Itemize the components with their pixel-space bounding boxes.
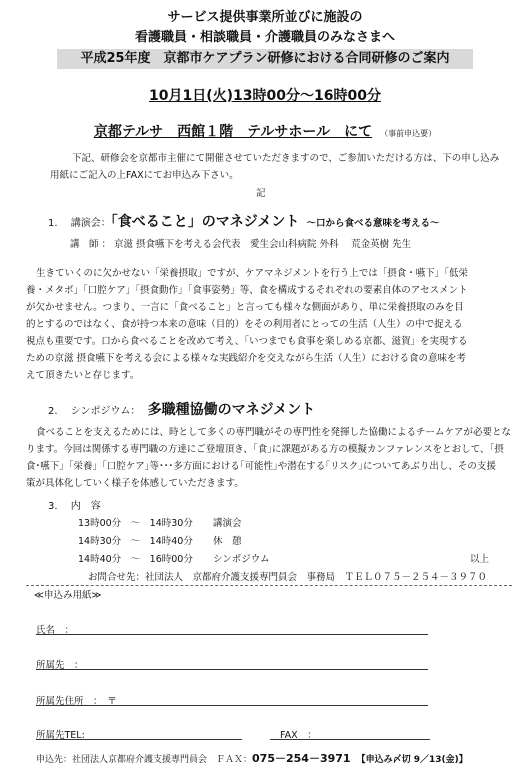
schedule-time: 14時40分 ～ 16時00分: [78, 554, 193, 565]
address-label: 所属先住所 ： 〒: [36, 696, 117, 707]
lecture-body-line: 生きていくのに欠かせない「栄養摂取」ですが、ケアマネジメントを行う上では「摂食・嚥下」「低栄: [36, 268, 468, 279]
page-title: 平成25年度 京都市ケアプラン研修における合同研修のご案内: [57, 49, 473, 69]
schedule-item: 講演会: [213, 518, 242, 529]
symposium-body-line: 食･嚥下｣「栄養」｢口腔ケア｣等･･･多方面における｢可能性｣や潜在する｢リスク｣についてあぶり出し、その支援: [26, 461, 496, 472]
intro-line-2: 用紙にご記入の上FAXにてお申込み下さい。: [50, 170, 239, 181]
tel-label: 所属先TEL:: [36, 730, 85, 741]
name-label: 氏名 ：: [36, 625, 75, 636]
contact-info: お問合せ先：社団法人 京都府介護支援専門員会 事務局 ＴＥＬ０７５－２５４－３９７０: [88, 572, 488, 583]
footer-prefix: 申込先：社団法人京都府介護支援専門員会 ＦＡＸ：: [36, 755, 253, 765]
lecture-title: 「食べること」のマネジメント: [110, 214, 300, 230]
schedule-time: 13時00分 ～ 14時30分: [78, 518, 193, 529]
event-datetime: 10月1日(火)13時00分～16時00分: [149, 88, 381, 104]
lecture-body: [26, 265, 512, 384]
schedule-time: 14時30分 ～ 14時40分: [78, 536, 193, 547]
symposium-body-line: 策が具体化していく様子を体感していただきます。: [26, 478, 244, 489]
symposium-heading: [48, 399, 315, 419]
tel-field[interactable]: [36, 738, 242, 740]
event-venue: 京都テルサ 西館１階 テルサホール にて: [93, 124, 373, 140]
symposium-body-line: ります。今回は関係する専門職の方達にご登壇頂き、｢食｣に課題がある方の模擬カンファレンスをとおして、｢摂: [26, 444, 504, 455]
footer-fax: 075－254－3971: [252, 752, 351, 765]
venue-line: [0, 121, 530, 141]
ki-mark: 記: [256, 188, 266, 199]
lecture-body-line: 的とするのではなく、食が持つ本来の意味（目的）をその利用者にとっての生活（人生）の中で捉える: [26, 319, 463, 330]
intro-line-1: 下記、研修会を京都市主催にて開催させていただきますので、ご参加いただける方は、下の申し込み: [72, 153, 500, 164]
name-field[interactable]: [36, 633, 428, 635]
contents-label: 内 容: [70, 501, 101, 512]
symposium-body-line: 食べることを支えるためには、時として多くの専門職がその専門性を発揮した協働によるチームケアが必要とな: [36, 427, 512, 438]
contents-heading: [48, 497, 101, 512]
org-field[interactable]: [36, 668, 428, 670]
lecture-subtitle: ～口から食べる意味を考える～: [306, 218, 440, 229]
address-field[interactable]: [36, 704, 428, 706]
footer-deadline: 【申込み〆切 9／13(金)】: [356, 755, 468, 765]
lecture-body-line: が欠かせません。つまり、一言に「食べること」と言っても様々な側面があり、単に栄養摂取のみを目: [26, 302, 464, 313]
symposium-number: 2.: [48, 406, 58, 417]
schedule-item: シンポジウム: [213, 554, 270, 565]
venue-note: （事前申込要）: [380, 129, 437, 138]
symposium-body: [26, 424, 512, 492]
header-line-2: 看護職員・相談職員・介護職員のみなさまへ: [134, 30, 395, 45]
schedule-item: 休 憩: [213, 536, 242, 547]
lecture-speaker: 講 師 ： 京滋 摂食嚥下を考える会代表 愛生会山科病院 外科 荒金英樹 先生: [70, 239, 412, 250]
section-divider: [26, 585, 512, 586]
lecture-body-line: 視点も重要です。口から食べることを改めて考え、「いつまでも食事を楽しめる京都、滋賀」を実現する: [26, 336, 468, 347]
form-heading: ≪申込み用紙≫: [34, 590, 102, 601]
lecture-number: 1.: [48, 218, 58, 229]
contents-number: 3.: [48, 501, 58, 512]
fax-field[interactable]: [270, 738, 430, 740]
symposium-kind: シンポジウム：: [70, 406, 141, 417]
lecture-heading: [48, 211, 440, 231]
fax-label: FAX ：: [280, 730, 317, 741]
org-label: 所属先 ：: [36, 660, 84, 671]
lecture-body-line: 養・メタボ」「口腔ケア」「摂食動作」「食事姿勢」等、食を構成するそれぞれの要素自体のアセスメント: [26, 285, 468, 296]
end-mark: 以上: [470, 554, 490, 565]
lecture-body-line: えて頂きたいと存じます。: [26, 370, 140, 381]
lecture-body-line: ための京滋 摂食嚥下を考える会による様々な実践紹介を交えながら生活（人生）における食の意味を考: [26, 353, 467, 364]
footer: [36, 750, 516, 766]
header-line-1: サービス提供事業所並びに施設の: [167, 10, 363, 25]
lecture-kind: 講演会：: [70, 218, 111, 229]
symposium-title: 多職種協働のマネジメント: [147, 402, 316, 418]
